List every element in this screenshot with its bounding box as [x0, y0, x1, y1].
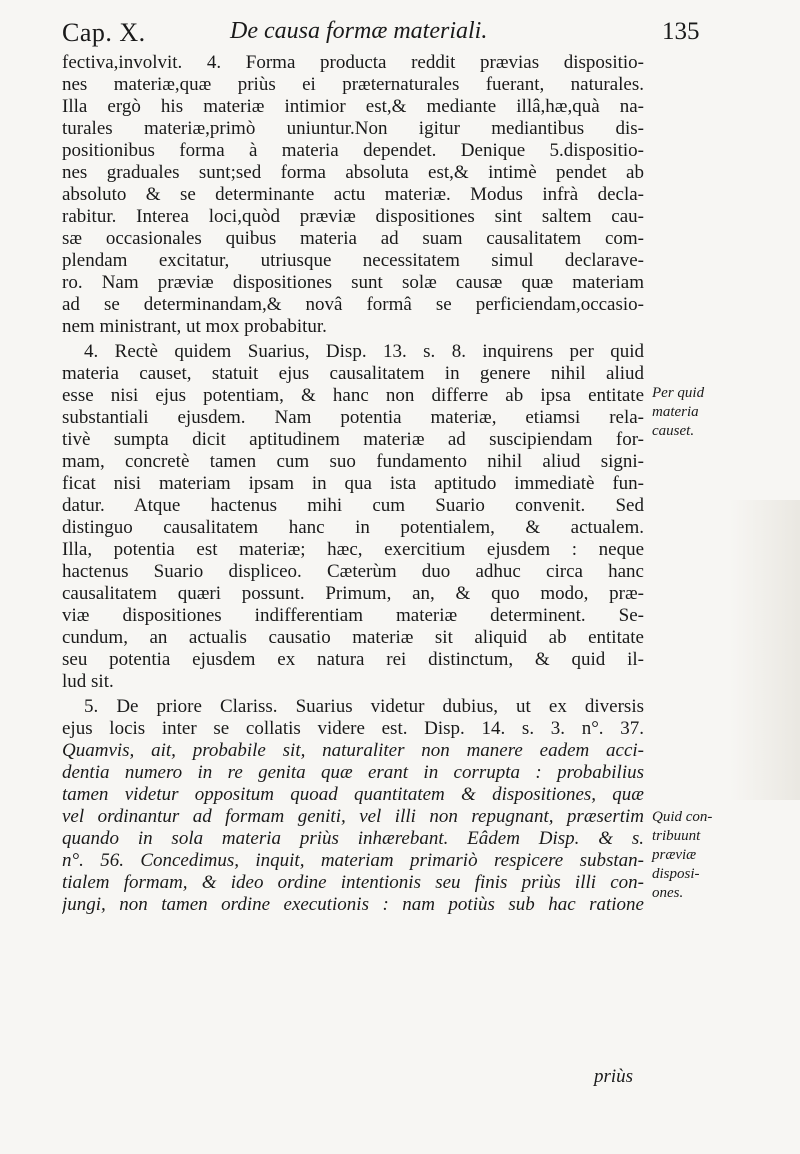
text-line: hactenus Suario displiceo. Cæterùm duo adhuc circa hanc: [62, 561, 644, 582]
marginal-line: causet.: [652, 423, 695, 439]
text-line: nem ministrant, ut mox probabitur.: [62, 316, 327, 337]
text-line: ad se determinandam,& novâ formâ se perficiendam,occasio-: [62, 294, 644, 315]
text-line: substantiali ejusdem. Nam potentia materiæ, etiamsi rela-: [62, 407, 644, 428]
text-line: nes materiæ,quæ priùs ei præternaturales fuerant, naturales.: [62, 74, 644, 95]
marginal-line: Quid con-: [652, 809, 713, 825]
text-line: absoluto & se determinante actu materiæ. Modus infrà decla-: [62, 184, 644, 205]
running-header: [62, 10, 722, 50]
marginal-line: disposi-: [652, 866, 700, 882]
page-number: 135: [662, 18, 700, 45]
catchword: priùs: [594, 1066, 634, 1087]
marginal-line: ones.: [652, 885, 684, 901]
text-line: rabitur. Interea loci,quòd præviæ dispositiones sint saltem cau-: [62, 206, 644, 227]
text-line: esse nisi ejus potentiam, & hanc non differre ab ipsa entitate: [62, 385, 644, 406]
paragraph-start: 4. Rectè quidem Suarius, Disp. 13. s. 8. inquirens per quid: [84, 341, 644, 362]
text-line: nes graduales sunt;sed forma absoluta est,& intimè pendet ab: [62, 162, 644, 183]
marginal-line: tribuunt: [652, 828, 701, 844]
text-line: fectiva,involvit. 4. Forma producta reddit prævias dispositio-: [62, 52, 644, 73]
quotation-line: dentia numero in re genita quæ erant in corrupta : probabilius: [62, 762, 644, 783]
text-line: ejus locis inter se collatis videre est. Disp. 14. s. 3. n°. 37.: [62, 718, 644, 739]
text-line: turales materiæ,primò uniuntur.Non igitur mediantibus dis-: [62, 118, 644, 139]
marginal-note: [652, 808, 792, 903]
text-line: cundum, an actualis causatio materiæ sit aliquid ab entitate: [62, 627, 644, 648]
text-line: sæ occasionales quibus materia ad suam causalitatem com-: [62, 228, 644, 249]
text-line: positionibus forma à materia dependet. Denique 5.dispositio-: [62, 140, 644, 161]
marginal-line: præviæ: [652, 847, 697, 863]
marginal-line: Per quid: [652, 385, 705, 401]
text-line: ficat nisi materiam ipsam in qua ista aptitudo immediatè fun-: [62, 473, 644, 494]
text-line: viæ dispositiones indifferentiam materiæ determinent. Se-: [62, 605, 644, 626]
text-line: Illa, potentia est materiæ; hæc, exercitium ejusdem : neque: [62, 539, 644, 560]
text-line: plendam excitatur, utriusque necessitatem simul declarave-: [62, 250, 644, 271]
marginal-note: [652, 384, 792, 441]
body-text: [62, 52, 644, 916]
text-line: materia causet, statuit ejus causalitatem in genere nihil aliud: [62, 363, 644, 384]
text-line: causalitatem quæri possunt. Primum, an, & quo modo, præ-: [62, 583, 644, 604]
text-line: seu potentia ejusdem ex natura rei distinctum, & quid il-: [62, 649, 644, 670]
text-line: mam, concretè tamen cum suo fundamento nihil aliud signi-: [62, 451, 644, 472]
quotation-line: tamen videtur oppositum quoad quantitatem & dispositiones, quæ: [62, 784, 644, 805]
text-line: distinguo causalitatem hanc in potentialem, & actualem.: [62, 517, 644, 538]
text-line: lud sit.: [62, 671, 114, 692]
quotation-line: tialem formam, & ideo ordine intentionis seu finis priùs illi con-: [62, 872, 644, 893]
chapter-label: Cap. X.: [62, 18, 146, 47]
bleed-through-shadow: [730, 500, 800, 800]
quotation-line: quando in sola materia priùs inhærebant. Eâdem Disp. & s.: [62, 828, 644, 849]
text-line: Illa ergò his materiæ intimior est,& mediante illâ,hæ,quà na-: [62, 96, 644, 117]
running-title: De causa formæ materiali.: [230, 18, 488, 44]
quotation-line: vel ordinantur ad formam geniti, vel illi non repugnant, præsertim: [62, 806, 644, 827]
quotation-line: jungi, non tamen ordine executionis : nam potiùs sub hac ratione: [62, 894, 644, 915]
text-line: tivè sumpta dicit aptitudinem materiæ ad suscipiendam for-: [62, 429, 644, 450]
quotation-line: n°. 56. Concedimus, inquit, materiam primariò respicere substan-: [62, 850, 644, 871]
text-line: ro. Nam præviæ dispositiones sunt solæ causæ quæ materiam: [62, 272, 644, 293]
marginal-line: materia: [652, 404, 699, 420]
text-line: datur. Atque hactenus mihi cum Suario convenit. Sed: [62, 495, 644, 516]
paragraph-start: 5. De priore Clariss. Suarius videtur dubius, ut ex diversis: [84, 696, 644, 717]
quotation-line: Quamvis, ait, probabile sit, naturaliter non manere eadem acci-: [62, 740, 644, 761]
